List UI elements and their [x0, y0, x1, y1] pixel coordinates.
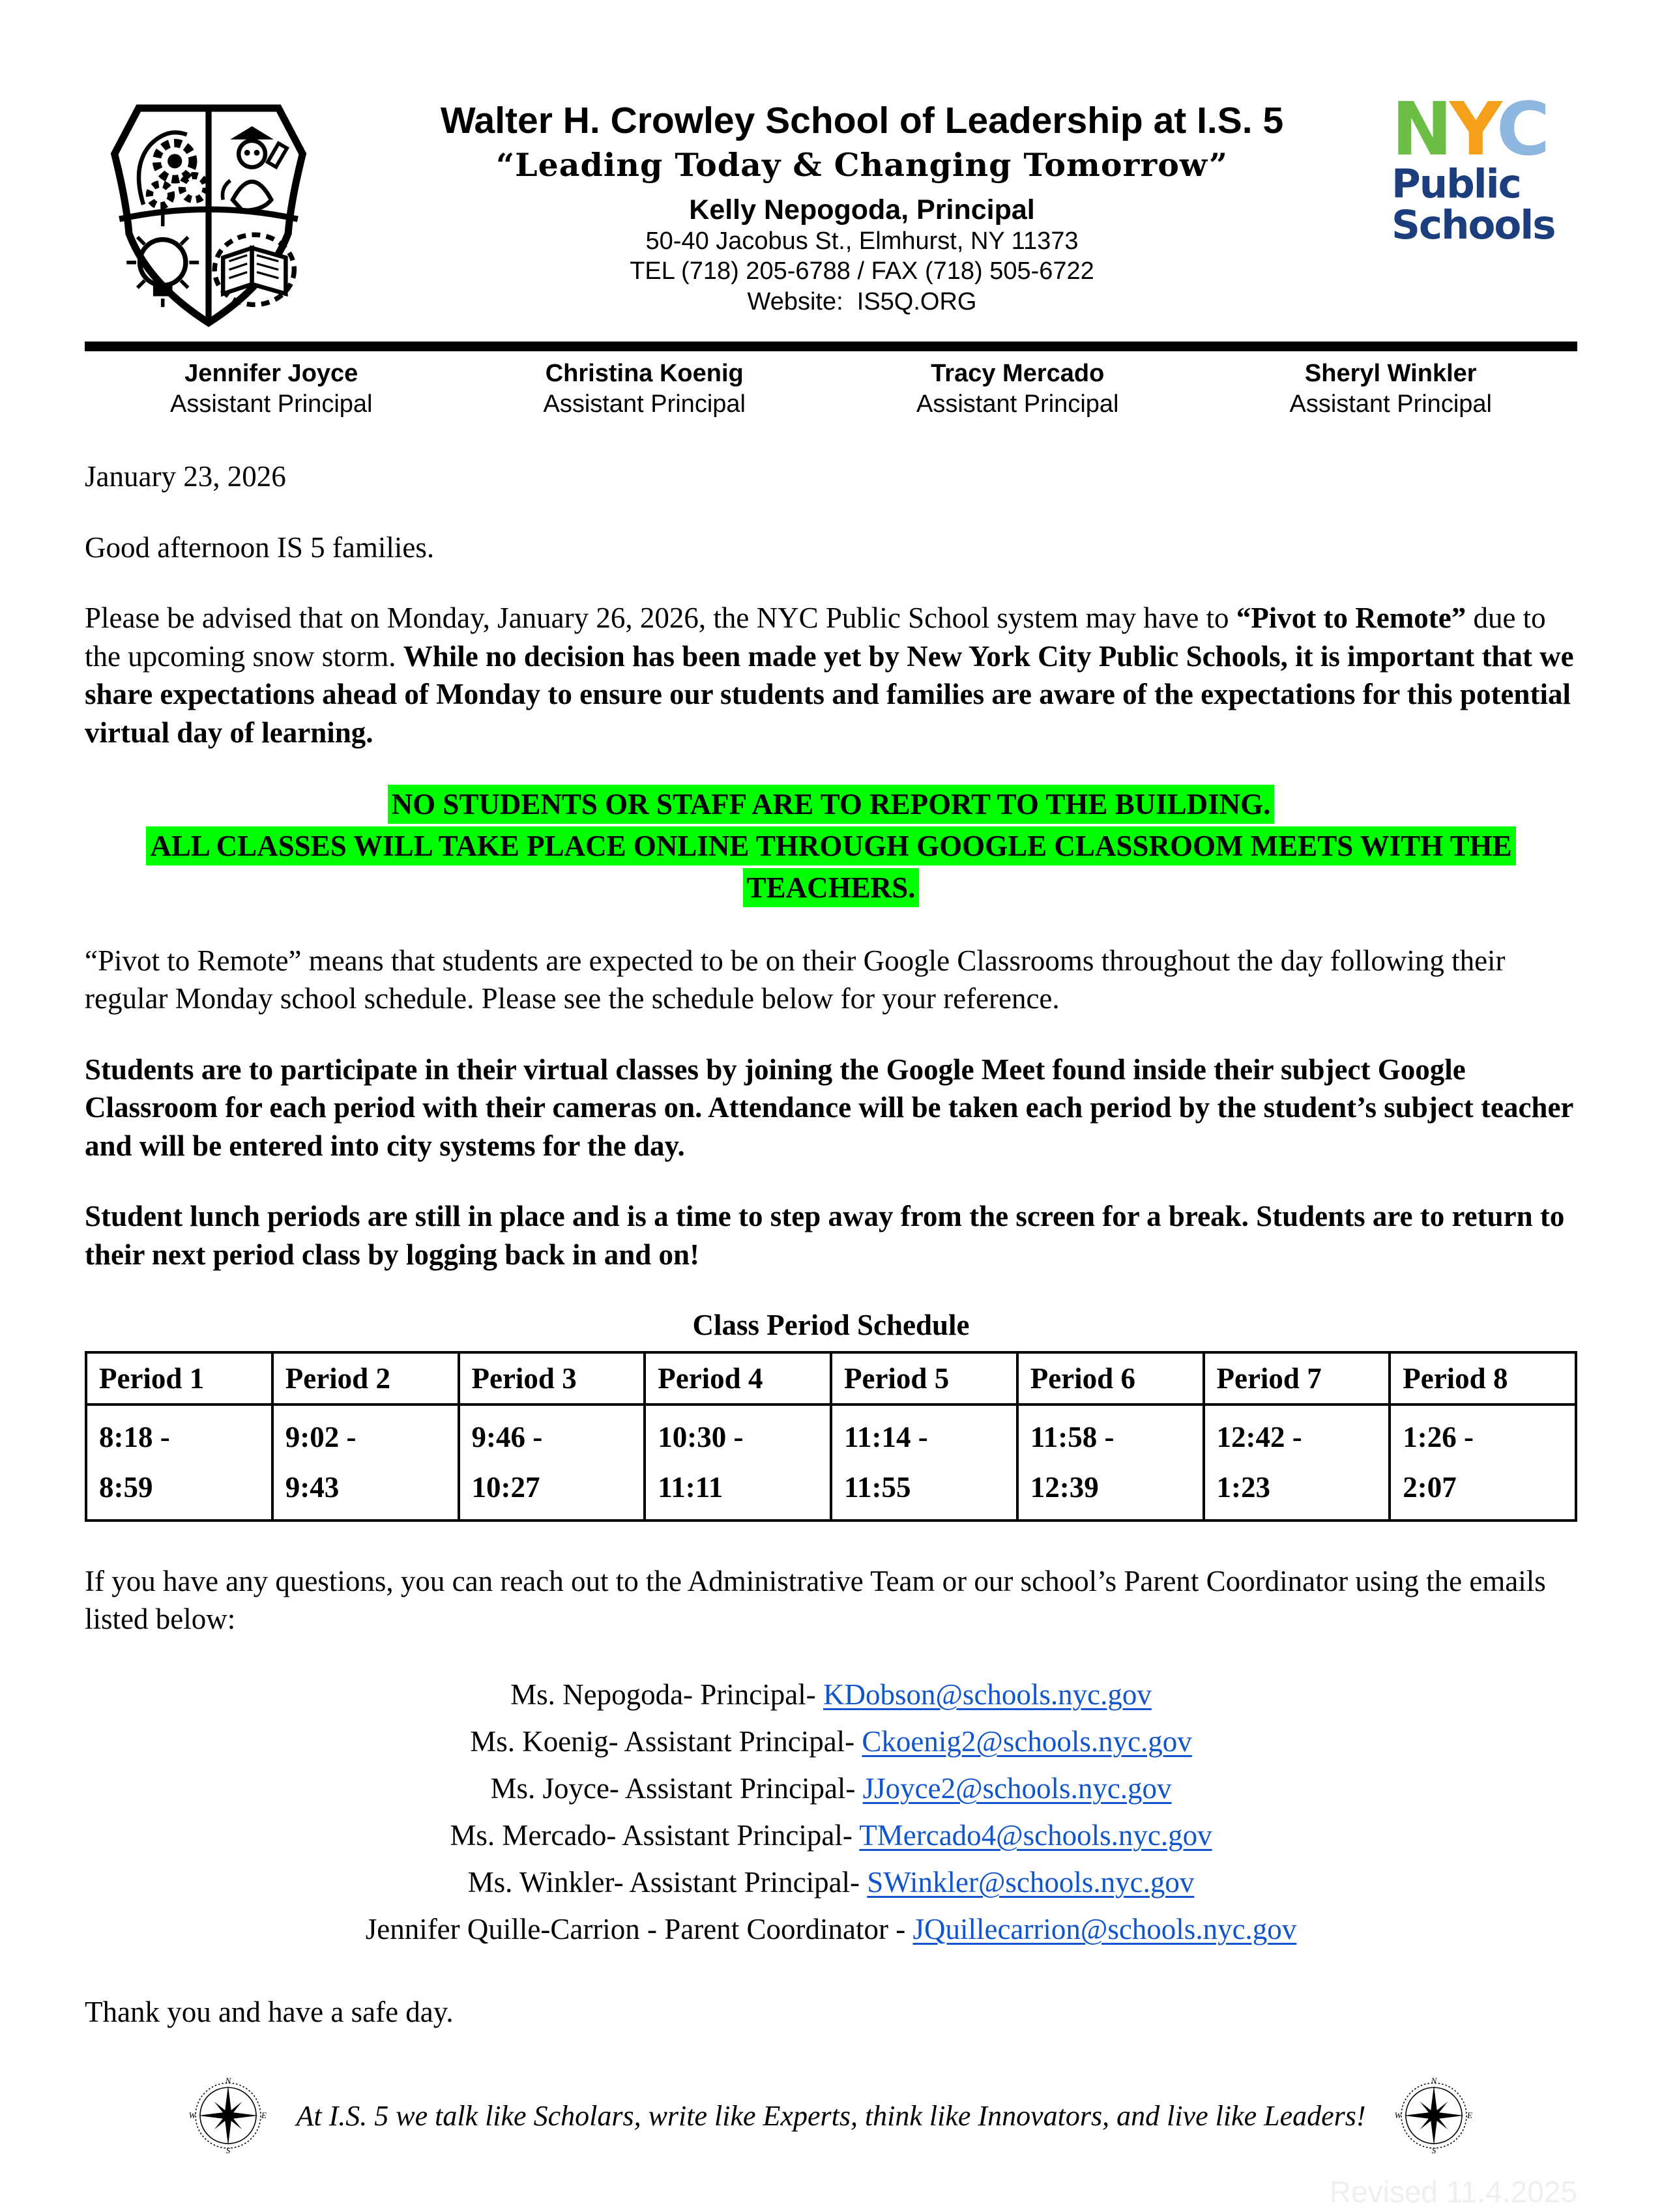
schedule-time-cell: 10:30 - 11:11: [645, 1404, 831, 1521]
closing-line: Thank you and have a safe day.: [85, 1995, 454, 2028]
schedule-time-cell: 12:42 - 1:23: [1204, 1404, 1390, 1521]
schedule-time-cell: 9:02 - 9:43: [272, 1404, 459, 1521]
schedule-time-row: [86, 1404, 1576, 1521]
contact-section: [85, 1562, 1577, 2031]
email-link-joyce[interactable]: JJoyce2@schools.nyc.gov: [862, 1771, 1172, 1805]
header-divider: [85, 342, 1577, 351]
contact-entry: Jennifer Quille-Carrion - Parent Coordinator - JQuillecarrion@schools.nyc.gov: [365, 1912, 1297, 1945]
school-website: Website: IS5Q.ORG: [747, 287, 977, 315]
schedule-header-row: [86, 1352, 1576, 1404]
nyc-logo-word: NYC: [1392, 87, 1547, 172]
email-link-koenig[interactable]: Ckoenig2@schools.nyc.gov: [862, 1724, 1192, 1758]
admin-koenig: Christina Koenig Assistant Principal: [543, 360, 746, 418]
highlight-line-2: ALL CLASSES WILL TAKE PLACE ONLINE THROUGH GOOGLE CLASSROOM MEETS WITH THE TEACHERS.: [146, 826, 1515, 907]
footer-tagline-row: [85, 2076, 1577, 2155]
admin-mercado: Tracy Mercado Assistant Principal: [916, 360, 1119, 418]
contact-entry: Ms. Nepogoda- Principal- KDobson@schools.nyc.gov: [510, 1678, 1152, 1711]
email-link-winkler[interactable]: SWinkler@schools.nyc.gov: [867, 1865, 1195, 1899]
schedule-time-cell: 1:26 - 2:07: [1390, 1404, 1576, 1521]
admin-joyce: Jennifer Joyce Assistant Principal: [170, 360, 373, 418]
highlight-line-1: NO STUDENTS OR STAFF ARE TO REPORT TO THE BUILDING.: [388, 785, 1275, 824]
school-phone-fax: TEL (718) 205-6788 / FAX (718) 505-6722: [630, 257, 1094, 285]
schedule-header-cell: Period 8: [1390, 1352, 1576, 1404]
contact-entry: Ms. Koenig- Assistant Principal- Ckoenig2@schools.nyc.gov: [470, 1724, 1192, 1758]
schedule-title: Class Period Schedule: [692, 1309, 970, 1342]
revised-stamp: Revised 11.4.2025: [1329, 2175, 1577, 2209]
schedule-header-cell: Period 2: [272, 1352, 459, 1404]
svg-text:E: E: [1466, 2110, 1472, 2121]
paragraph-pivot-meaning: “Pivot to Remote” means that students are expected to be on their Google Classrooms throughout the day following their regular Monday school schedule. Please see the schedule below for your reference.: [85, 944, 1506, 1015]
svg-text:E: E: [261, 2110, 267, 2121]
svg-text:W: W: [1394, 2110, 1401, 2121]
letter-body: [85, 458, 1577, 2212]
svg-text:S: S: [1431, 2146, 1436, 2156]
contact-intro: If you have any questions, you can reach out to the Administrative Team or our school’s Parent Coordinator using the emails listed below:: [85, 1564, 1546, 1636]
schedule-header-cell: Period 6: [1017, 1352, 1204, 1404]
nyc-logo-public: Public: [1392, 161, 1521, 208]
svg-text:N: N: [226, 2076, 231, 2086]
schedule-header-cell: Period 4: [645, 1352, 831, 1404]
principal-line: Kelly Nepogoda, Principal: [689, 194, 1035, 226]
schedule-header-cell: Period 1: [86, 1352, 272, 1404]
schedule-time-cell: 9:46 - 10:27: [459, 1404, 645, 1521]
contact-entry: Ms. Winkler- Assistant Principal- SWinkler@schools.nyc.gov: [467, 1865, 1195, 1899]
schedule-header-cell: Period 3: [459, 1352, 645, 1404]
school-tagline: At I.S. 5 we talk like Scholars, write like Experts, think like Innovators, and live like Leaders!: [296, 2099, 1366, 2132]
masthead-text: [332, 91, 1392, 317]
paragraph-pivot-notice: Please be advised that on Monday, January 26, 2026, the NYC Public School system may have to “Pivot to Remote” due to the upcoming snow storm. While no decision has been made yet by New York City Public Schools, it is important that we share expectations ahead of Monday to ensure our students and families are aware of the expectations for this potential virtual day of learning.: [85, 602, 1574, 749]
schedule-header-cell: Period 7: [1204, 1352, 1390, 1404]
schedule-header-cell: Period 5: [831, 1352, 1017, 1404]
email-link-mercado[interactable]: TMercado4@schools.nyc.gov: [859, 1818, 1212, 1852]
school-crest-icon: [85, 91, 332, 332]
nyc-public-schools-logo: [1392, 87, 1577, 248]
letter-date: January 23, 2026: [85, 460, 286, 493]
svg-text:N: N: [1431, 2076, 1436, 2086]
admin-winkler: Sheryl Winkler Assistant Principal: [1289, 360, 1492, 418]
svg-text:S: S: [226, 2146, 231, 2156]
compass-rose-icon: [189, 2076, 267, 2155]
administrator-row: [85, 359, 1577, 420]
nyc-logo-schools: Schools: [1392, 201, 1555, 248]
contact-entry: Ms. Joyce- Assistant Principal- JJoyce2@schools.nyc.gov: [490, 1771, 1172, 1805]
contact-entries: [85, 1671, 1577, 1953]
schedule-time-cell: 11:14 - 11:55: [831, 1404, 1017, 1521]
highlighted-notice: [85, 784, 1577, 909]
paragraph-participation: Students are to participate in their virtual classes by joining the Google Meet found inside their subject Google Classroom for each period with their cameras on. Attendance will be taken each period by the student’s subject teacher and will be entered into city systems for the day.: [85, 1053, 1573, 1162]
letter-greeting: Good afternoon IS 5 families.: [85, 531, 435, 564]
school-address: 50-40 Jacobus St., Elmhurst, NY 11373: [645, 227, 1079, 255]
email-link-nepogoda[interactable]: KDobson@schools.nyc.gov: [823, 1678, 1152, 1711]
school-name: Walter H. Crowley School of Leadership at I.S. 5: [440, 100, 1284, 141]
compass-rose-icon: [1395, 2076, 1473, 2155]
schedule-time-cell: 8:18 - 8:59: [86, 1404, 272, 1521]
email-link-quillecarrion[interactable]: JQuillecarrion@schools.nyc.gov: [912, 1912, 1297, 1945]
schedule-time-cell: 11:58 - 12:39: [1017, 1404, 1204, 1521]
class-period-schedule-table: [85, 1351, 1577, 1522]
paragraph-lunch: Student lunch periods are still in place and is a time to step away from the screen for a break. Students are to return to their next period class by logging back in and on!: [85, 1200, 1565, 1271]
contact-entry: Ms. Mercado- Assistant Principal- TMercado4@schools.nyc.gov: [450, 1818, 1212, 1852]
masthead: [85, 87, 1577, 332]
svg-text:W: W: [189, 2110, 196, 2121]
school-motto: “Leading Today & Changing Tomorrow”: [495, 145, 1229, 184]
